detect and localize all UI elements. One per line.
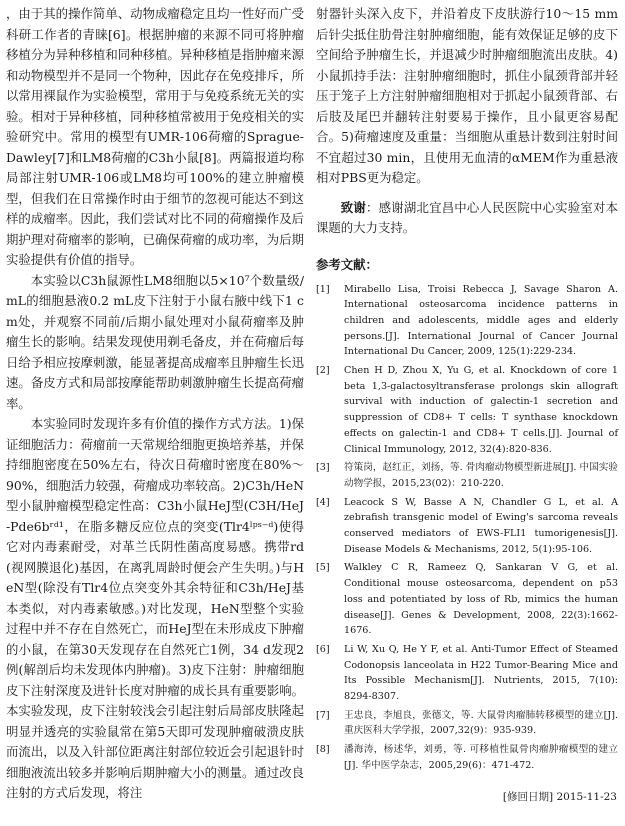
- body-paragraph-3: 本实验同时发现许多有价值的操作方式方法。1)保证细胞活力：荷瘤前一天常规给细胞更换培养基，并保持细胞密度在50%左右，待次日荷瘤时密度在80%～90%，细胞活力较强，荷瘤成功率较高。2)C3h/HeN型小鼠肿瘤模型稳定性高：C3h小鼠HeJ型(C3H/HeJ-Pde6bʳᵈ¹，在脂多糖反应位点的突变(Tlr4ˡᵖˢ⁻ᵈ)使得它对内毒素耐受，对革兰氏阴性菌高度易感。携带rd(视网膜退化)基因，在离乳周龄时便会产生失明。)与HeN型(除没有Tlr4位点突变外其余特征和C3h/HeJ基本类似，对内毒素敏感。)对比发现，HeN型整个实验过程中并不存在自然死亡，而HeJ型在未形成皮下肿瘤的小鼠，在第30天发现存在自然死亡1例，34 d发现2例(解剖后均未发现体内肿瘤)。3)皮下注射：肿瘤细胞皮下注射深度及进针长度对肿瘤的成长具有重要影响。本实验发现，皮下注射较浅会引起注射后局部皮肤隆起明显并透亮的实验鼠常在第5天即可发现肿瘤破溃皮肤而流出，以及入针部位距离注射部位较近会引起退针时细胞液流出较多并影响后期肿瘤大小的测量。通过改良注射的方式后发现，将注: [6, 416, 304, 800]
- reference-item: [316, 282, 618, 361]
- body-paragraph-continued: 射器针头深入皮下，并沿着皮下皮肤游行10～15 mm后针尖抵住肋骨注射肿瘤细胞，能有效保证足够的皮下空间给予肿瘤生长，并退减少时肿瘤细胞流出皮肤。4)小鼠抓持手法：注射肿瘤细胞时，抓住小鼠颈背部并轻压于笼子上方注射肿瘤细胞相对于抓起小鼠颈背部、右后肢及尾巴并翻转注射要易于操作，且小鼠更容易配合。5)荷瘤速度及重量：当细胞从重悬计数到注射时间不宜超过30 min，且使用无血清的αMEM作为重悬液相对PBS更为稳定。: [316, 6, 618, 185]
- reference-text: 潘海涛，杨述华，刘勇，等. 可移植性鼠骨肉瘤肿瘤模型的建立[J]. 华中医学杂志，2005,29(6)：471-472.: [344, 744, 618, 771]
- reference-item: [316, 560, 618, 639]
- references-heading: 参考文献：: [316, 256, 378, 272]
- reference-number: [8]: [316, 744, 330, 756]
- reference-number: [6]: [316, 643, 330, 655]
- reference-list: [316, 282, 618, 774]
- reference-text: Chen H D, Zhou X, Yu G, et al. Knockdown of core 1 beta 1,3-galactosyltransferase prolongs skin allograft survival with induction of galectin-1 secretion and suppression of CD8+ T cells: T synthase knockdown effects on galectin-1 and CD8+ T cells.[J]. Journal of Clinical Immunology, 2012, 32(4):820-836.: [344, 365, 618, 455]
- reference-text: 王忠良，李旭良，张德文，等. 大鼠骨肉瘤肺转移模型的建立[J]. 重庆医科大学学报，2007,32(9)：935-939.: [344, 709, 618, 737]
- body-paragraph-1: ，由于其的操作简单、动物成瘤稳定且均一性好而广受科研工作者的青睐[6]。根据肿瘤的来源不同可将肿瘤移植分为异种移植和同种移植。异种移植是指肿瘤来源和动物模型并不是同一个物种，因此存在免疫排斥，所以常用裸鼠作为实验模型，常用于与免疫系统无关的实验。相对于异种移植，同种移植常被用于免疫相关的实验研究中。常用的模型有UMR-106荷瘤的Sprague-Dawley[7]和LM8荷瘤的C3h小鼠[8]。两篇报道均称局部注射UMR-106或LM8均可100%的建立肿瘤模型，但我们在日常操作时由于细节的忽视可能达不到这样的成瘤率。因此，我们尝试对比不同的荷瘤操作及后期护理对荷瘤率的影响，已确保荷瘤的成功率，为后期实验提供有价值的指导。: [6, 6, 304, 267]
- reference-item: [316, 495, 618, 558]
- acknowledgement-text: ：感谢湖北宜昌中心人民医院中心实验室对本课题的大力支持。: [316, 199, 619, 235]
- body-paragraph-2: 本实验以C3h鼠源性LM8细胞以5×10⁷个数量级/mL的细胞悬液0.2 mL皮下注射于小鼠右腋中线下1 cm处，并观察不同前/后期小鼠处理对小鼠荷瘤率及肿瘤生长的影响。结果发现使用剃毛备皮，并在荷瘤后每日给予相应按摩刺激，能显著提高成瘤率且肿瘤生长迅速。备皮方式和局部按摩能帮助刺激肿瘤生长提高荷瘤率。: [6, 272, 304, 411]
- reference-item: [316, 742, 618, 773]
- reference-item: [316, 708, 618, 739]
- reference-item: [316, 460, 618, 491]
- reference-item: [316, 363, 618, 457]
- reference-item: [316, 642, 618, 705]
- reference-number: [5]: [316, 562, 330, 574]
- right-column: [316, 4, 618, 777]
- reference-number: [4]: [316, 496, 330, 508]
- reference-text: Li W, Xu Q, He Y F, et al. Anti-Tumor Effect of Steamed Codonopsis lanceolata in H22 Tumor-Bearing Mice and Its Possible Mechanism[J]. Nutrients, 2015, 7(10): 8294-8307.: [344, 643, 618, 703]
- reference-text: Mirabello Lisa, Troisi Rebecca J, Savage Sharon A. International osteosarcoma incidence patterns in children and adolescents, middle ages and elderly persons.[J]. International Journal of Cancer Journal International Du Cancer, 2009, 125(1):229-234.: [344, 283, 618, 358]
- reference-number: [3]: [316, 462, 330, 474]
- reference-number: [7]: [316, 709, 330, 721]
- reference-text: 符策岗，赵红正，刘扬，等. 骨肉瘤动物模型新进展[J]. 中国实验动物学报，2015,23(02)：210-220.: [344, 462, 618, 489]
- left-column: [6, 4, 304, 804]
- revised-date: [修回日期] 2015-11-23: [502, 791, 617, 803]
- reference-number: [1]: [316, 283, 330, 295]
- acknowledgement-label: 致谢: [340, 199, 367, 215]
- reference-number: [2]: [316, 365, 330, 377]
- acknowledgement: [316, 198, 618, 239]
- reference-text: Leacock S W, Basse A N, Chandler G L, et al. A zebrafish transgenic model of Ewing's sarcoma reveals conserved mediators of EWS-FLI1 tumorigenesis[J]. Disease Models & Mechanisms, 2012, 5(1):95-106.: [344, 496, 618, 555]
- reference-text: Walkley C R, Rameez Q, Sankaran V G, et al. Conditional mouse osteosarcoma, dependent on p53 loss and potentiated by loss of Rb, mimics the human disease[J]. Genes & Development, 2008, 22(3):1662-1676.: [344, 562, 618, 637]
